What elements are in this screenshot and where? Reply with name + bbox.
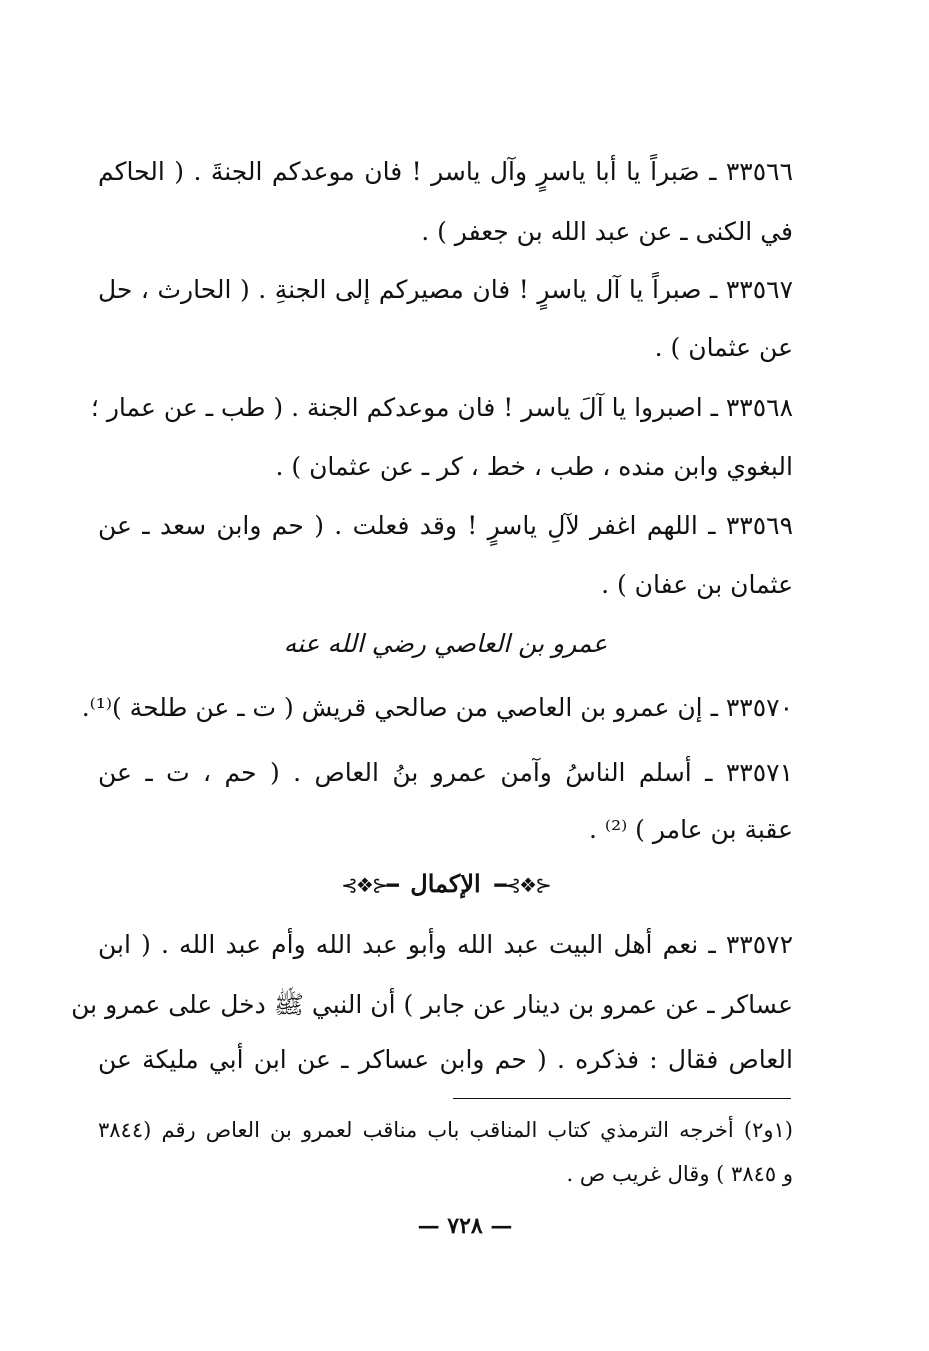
entry-33568-line-2: البغوي وابن منده ، طب ، خط ، كر ـ عن عثمان ) . — [275, 452, 793, 481]
entry-33568-line-1: ٣٣٥٦٨ ـ اصبروا يا آلَ ياسر ! فان موعدكم الجنة . ( طب ـ عن عمار ؛ — [90, 393, 793, 422]
footnote-line-1: (١و٢) أخرجه الترمذي كتاب المناقب باب مناقب لعمرو بن العاص رقم (٣٨٤٤ — [98, 1118, 793, 1142]
section-heading-amr-ibn-al-as: عمرو بن العاصي رضي الله عنه — [283, 629, 608, 658]
entry-33566-line-2: في الكنى ـ عن عبد الله بن جعفر ) . — [421, 217, 793, 246]
footnote-divider — [453, 1098, 791, 1099]
ornament-right-icon: ━⊰❖⊱ — [341, 873, 397, 897]
entry-33572-line-3: العاص فقال : فذكره . ( حم وابن عساكر ـ عن ابن أبي مليكة عن — [98, 1045, 793, 1074]
entry-33570-line-1: ٣٣٥٧٠ ـ إن عمرو بن العاصي من صالحي قريش ( ت ـ عن طلحة )⁽¹⁾. — [81, 693, 793, 722]
entry-33567-line-1: ٣٣٥٦٧ ـ صبراً يا آل ياسرٍ ! فان مصيركم إلى الجنةِ . ( الحارث ، حل — [98, 275, 793, 304]
entry-33571-line-2: عقبة بن عامر ) ⁽²⁾ . — [589, 815, 793, 844]
entry-33566-line-1: ٣٣٥٦٦ ـ صَبراً يا أبا ياسرٍ وآل ياسر ! فان موعدكم الجنةَ . ( الحاكم — [98, 157, 793, 186]
entry-33569-line-1: ٣٣٥٦٩ ـ اللهم اغفر لآلِ ياسرٍ ! وقد فعلت . ( حم وابن سعد ـ عن — [98, 511, 793, 540]
entry-33567-line-2: عن عثمان ) . — [654, 333, 793, 362]
footnote-line-2: و ٣٨٤٥ ) وقال غريب ص . — [566, 1162, 793, 1186]
ornament-left-icon: ⊰❖⊱━ — [494, 873, 550, 897]
ikmal-heading: الإكمال — [410, 869, 481, 898]
entry-33572-line-2: عساكر ـ عن عمرو بن دينار عن جابر ) أن النبي ﷺ دخل على عمرو بن — [71, 990, 793, 1019]
entry-33569-line-2: عثمان بن عفان ) . — [601, 570, 793, 599]
entry-33572-line-1: ٣٣٥٧٢ ـ نعم أهل البيت عبد الله وأبو عبد الله وأم عبد الله . ( ابن — [98, 930, 793, 959]
entry-33571-line-1: ٣٣٥٧١ ـ أسلم الناسُ وآمن عمرو بنُ العاص . ( حم ، ت ـ عن — [98, 758, 793, 787]
ikmal-heading-row — [98, 864, 793, 904]
page-number: — ٧٢٨ — — [417, 1213, 513, 1239]
